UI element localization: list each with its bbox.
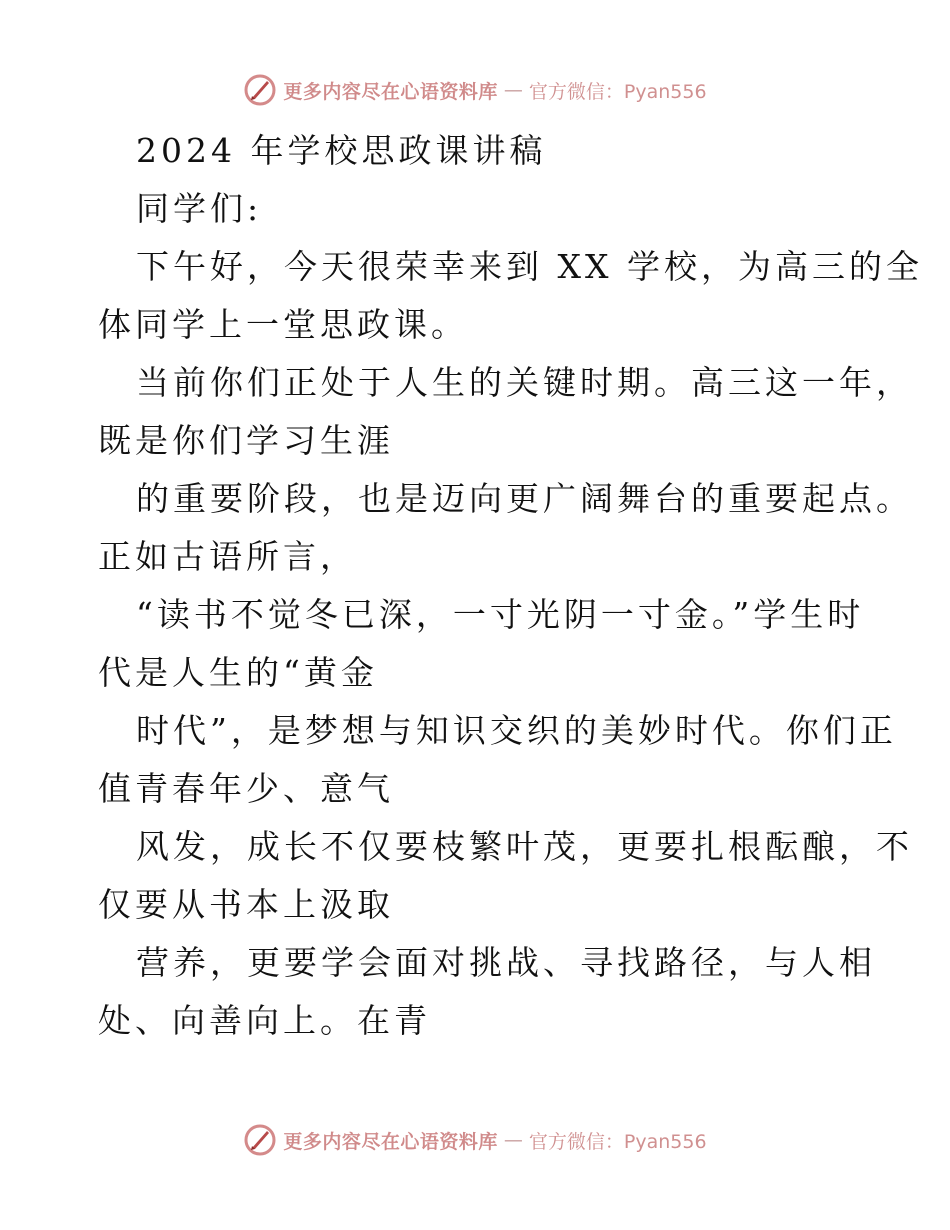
salutation: 同学们: — [136, 189, 263, 228]
document-title: 2024 年学校思政课讲稿 — [136, 131, 547, 170]
watermark-separator: — — [503, 1129, 523, 1151]
quill-logo-icon — [243, 73, 277, 107]
text-line: 当前你们正处于人生的关键时期。高三这一年， — [136, 363, 913, 402]
text-line: 风发，成长不仅要枝繁叶茂，更要扎根酝酿，不 — [136, 827, 913, 866]
text-line: 下午好，今天很荣幸来到 XX 学校，为高三的全 — [136, 247, 923, 286]
quill-logo-icon — [243, 1123, 277, 1157]
watermark-wechat: 官方微信：Pyan556 — [528, 80, 707, 103]
text-line: 的重要阶段，也是迈向更广阔舞台的重要起点。 — [136, 479, 913, 518]
text-line: 处、向善向上。在青 — [98, 1001, 431, 1040]
text-line: 正如古语所言， — [98, 537, 357, 576]
watermark-wechat: 官方微信：Pyan556 — [528, 1130, 707, 1153]
text-line: 体同学上一堂思政课。 — [98, 305, 468, 344]
text-line: “读书不觉冬已深，一寸光阴一寸金。”学生时 — [136, 595, 865, 634]
header-watermark — [0, 70, 950, 110]
watermark-text: 更多内容尽在心语资料库 — [283, 80, 498, 103]
footer-watermark — [0, 1120, 950, 1160]
text-line: 仅要从书本上汲取 — [98, 885, 394, 924]
watermark-separator: — — [503, 79, 523, 101]
text-line: 值青春年少、意气 — [98, 769, 394, 808]
text-line: 时代”，是梦想与知识交织的美妙时代。你们正 — [136, 711, 897, 750]
watermark-text: 更多内容尽在心语资料库 — [283, 1130, 498, 1153]
text-line: 既是你们学习生涯 — [98, 421, 394, 460]
text-line: 营养，更要学会面对挑战、寻找路径，与人相 — [136, 943, 876, 982]
text-line: 代是人生的“黄金 — [98, 653, 378, 692]
document-body — [98, 122, 923, 1050]
